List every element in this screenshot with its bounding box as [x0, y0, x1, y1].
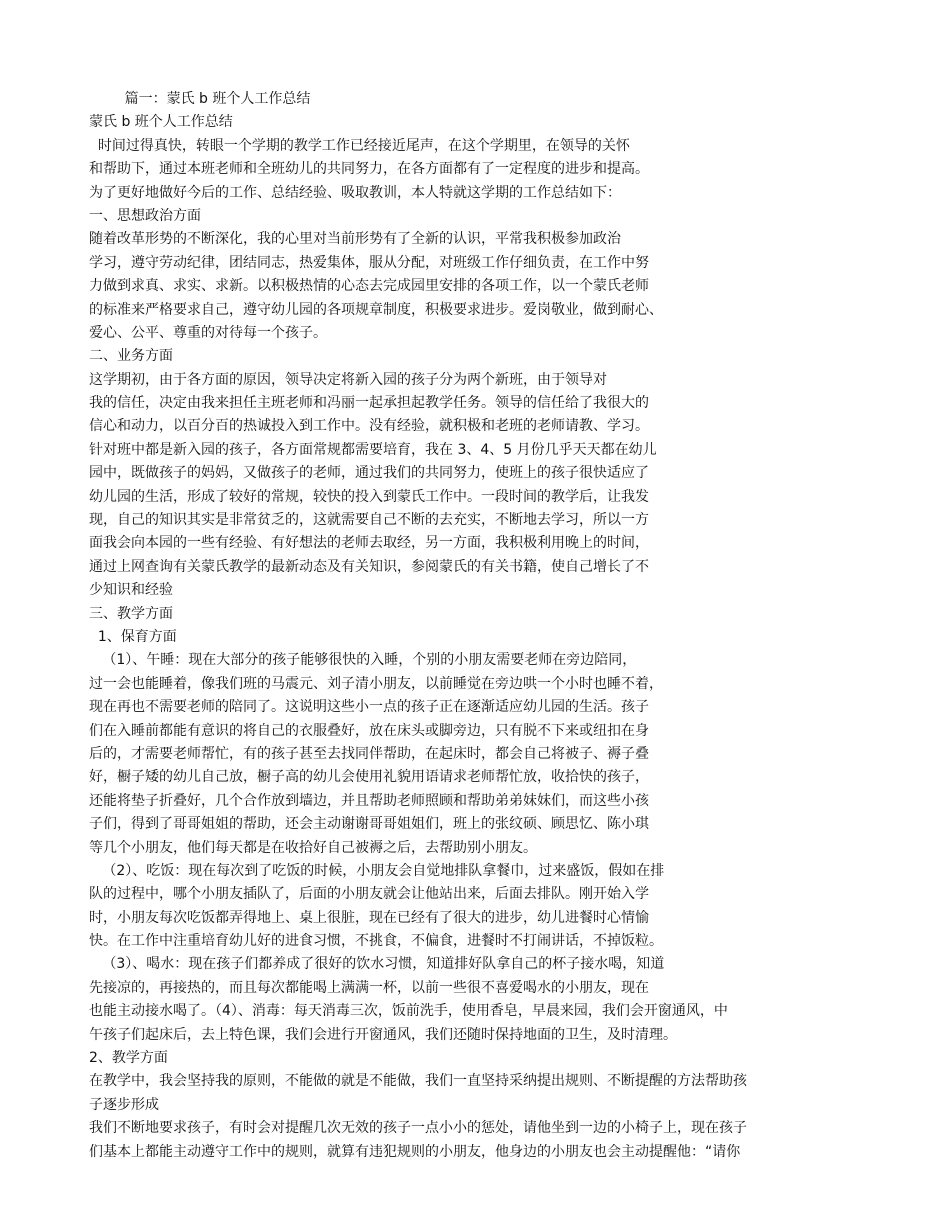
paragraph-line: 午孩子们起床后，去上特色课，我们会进行开窗通风，我们还随时保持地面的卫生，及时清理。	[89, 1026, 677, 1043]
paragraph-line: 爱心、公平、尊重的对待每一个孩子。	[89, 324, 327, 341]
paragraph-line: 在教学中，我会坚持我的原则，不能做的就是不能做，我们一直坚持采纳提出规则、不断提醒的方法帮助孩	[89, 1073, 747, 1090]
paragraph-line: （3）、喝水：现在孩子们都养成了很好的饮水习惯，知道排好队拿自己的杯子接水喝，知道	[89, 956, 665, 973]
paragraph-line: 们基本上都能主动遵守工作中的规则，就算有违犯规则的小朋友，他身边的小朋友也会主动提醒他：“请你	[89, 1143, 741, 1160]
paragraph-line: 过一会也能睡着，像我们班的马震元、刘子清小朋友，以前睡觉在旁边哄一个小时也睡不着，	[89, 675, 663, 692]
paragraph-line: 针对班中都是新入园的孩子，各方面常规都需要培育，我在 3、4、5 月份几乎天天都在幼儿	[89, 441, 657, 458]
section-heading: 一、思想政治方面	[89, 207, 201, 224]
section-heading: 二、业务方面	[89, 348, 173, 365]
paragraph-line: 我们不断地要求孩子，有时会对提醒几次无效的孩子一点小小的惩处，请他坐到一边的小椅子上，现在孩子	[89, 1120, 747, 1137]
paragraph-line: 子逐步形成	[89, 1096, 159, 1113]
paragraph-line: 等几个小朋友，他们每天都是在收拾好自己被褥之后，去帮助别小朋友。	[89, 839, 537, 856]
paragraph-line: 队的过程中，哪个小朋友插队了，后面的小朋友就会让他站出来，后面去排队。刚开始入学	[89, 886, 649, 903]
paragraph-line: 面我会向本园的一些有经验、有好想法的老师去取经，另一方面，我积极利用晚上的时间，	[89, 535, 649, 552]
paragraph-line: 学习，遵守劳动纪律，团结同志，热爱集体，服从分配，对班级工作仔细负责，在工作中努	[89, 254, 649, 271]
paragraph-line: 的标准来严格要求自己，遵守幼儿园的各项规章制度，积极要求进步。爱岗敬业，做到耐心、	[89, 301, 663, 318]
paragraph-line: 幼儿园的生活，形成了较好的常规，较快的投入到蒙氏工作中。一段时间的教学后，让我发	[89, 488, 649, 505]
document-title: 蒙氏 b 班个人工作总结	[89, 114, 233, 131]
paragraph-line: 为了更好地做好今后的工作、总结经验、吸取教训，本人特就这学期的工作总结如下：	[89, 184, 621, 201]
paragraph-line: 力做到求真、求实、求新。以积极热情的心态去完成园里安排的各项工作，以一个蒙氏老师	[89, 278, 649, 295]
section-heading: 篇一：蒙氏 b 班个人工作总结	[89, 91, 311, 107]
paragraph-line: 这学期初，由于各方面的原因，领导决定将新入园的孩子分为两个新班，由于领导对	[89, 371, 607, 388]
paragraph-line: 子们，得到了哥哥姐姐的帮助，还会主动谢谢哥哥姐姐们，班上的张纹硕、顾思忆、陈小琪	[89, 816, 649, 833]
document-body	[89, 88, 869, 1164]
paragraph-line: （1）、午睡：现在大部分的孩子能够很快的入睡，个别的小朋友需要老师在旁边陪同，	[89, 652, 637, 669]
paragraph-line: 我的信任，决定由我来担任主班老师和冯丽一起承担起教学任务。领导的信任给了我很大的	[89, 395, 649, 412]
paragraph-line: 园中，既做孩子的妈妈，又做孩子的老师，通过我们的共同努力，使班上的孩子很快适应了	[89, 465, 649, 482]
paragraph-line: 现在再也不需要老师的陪同了。这说明这些小一点的孩子正在逐渐适应幼儿园的生活。孩子	[89, 699, 649, 716]
paragraph-line: （2）、吃饭：现在每次到了吃饭的时候，小朋友会自觉地排队拿餐巾，过来盛饭，假如在排	[89, 862, 665, 879]
subsection-heading: 1、保育方面	[89, 628, 177, 645]
paragraph-line: 信心和动力，以百分百的热诚投入到工作中。没有经验，就积极和老班的老师请教、学习。	[89, 418, 649, 435]
paragraph-line: 快。在工作中注重培育幼儿好的进食习惯，不挑食，不偏食，进餐时不打闹讲话，不掉饭粒。	[89, 933, 663, 950]
subsection-heading: 2、教学方面	[89, 1050, 168, 1067]
paragraph-line: 们在入睡前都能有意识的将自己的衣服叠好，放在床头或脚旁边，只有脱不下来或纽扣在身	[89, 722, 649, 739]
paragraph-line: 随着改革形势的不断深化，我的心里对当前形势有了全新的认识，平常我积极参加政治	[89, 231, 621, 248]
section-heading: 三、教学方面	[89, 605, 173, 622]
paragraph-line: 少知识和经验	[89, 582, 173, 599]
paragraph-line: 时，小朋友每次吃饭都弄得地上、桌上很脏，现在已经有了很大的进步，幼儿进餐时心情愉	[89, 909, 649, 926]
paragraph-line: 和帮助下，通过本班老师和全班幼儿的共同努力，在各方面都有了一定程度的进步和提高。	[89, 161, 649, 178]
paragraph-line: 时间过得真快，转眼一个学期的教学工作已经接近尾声，在这个学期里，在领导的关怀	[89, 137, 630, 154]
paragraph-line: 好，橱子矮的幼儿自己放，橱子高的幼儿会使用礼貌用语请求老师帮忙放，收拾快的孩子，	[89, 769, 649, 786]
paragraph-line: 现，自己的知识其实是非常贫乏的，这就需要自己不断的去充实，不断地去学习，所以一方	[89, 512, 649, 529]
paragraph-line: 先接凉的，再接热的，而且每次都能喝上满满一杯，以前一些很不喜爱喝水的小朋友，现在	[89, 979, 649, 996]
paragraph-line: 通过上网查询有关蒙氏教学的最新动态及有关知识，参阅蒙氏的有关书籍，使自己增长了不	[89, 558, 649, 575]
paragraph-line: 后的，才需要老师帮忙，有的孩子甚至去找同伴帮助，在起床时，都会自己将被子、褥子叠	[89, 745, 649, 762]
paragraph-line: 也能主动接水喝了。（4）、消毒：每天消毒三次，饭前洗手，使用香皂，早晨来园，我们会开窗通风，中	[89, 1003, 728, 1020]
paragraph-line: 还能将垫子折叠好，几个合作放到墙边，并且帮助老师照顾和帮助弟弟妹妹们，而这些小孩	[89, 792, 649, 809]
